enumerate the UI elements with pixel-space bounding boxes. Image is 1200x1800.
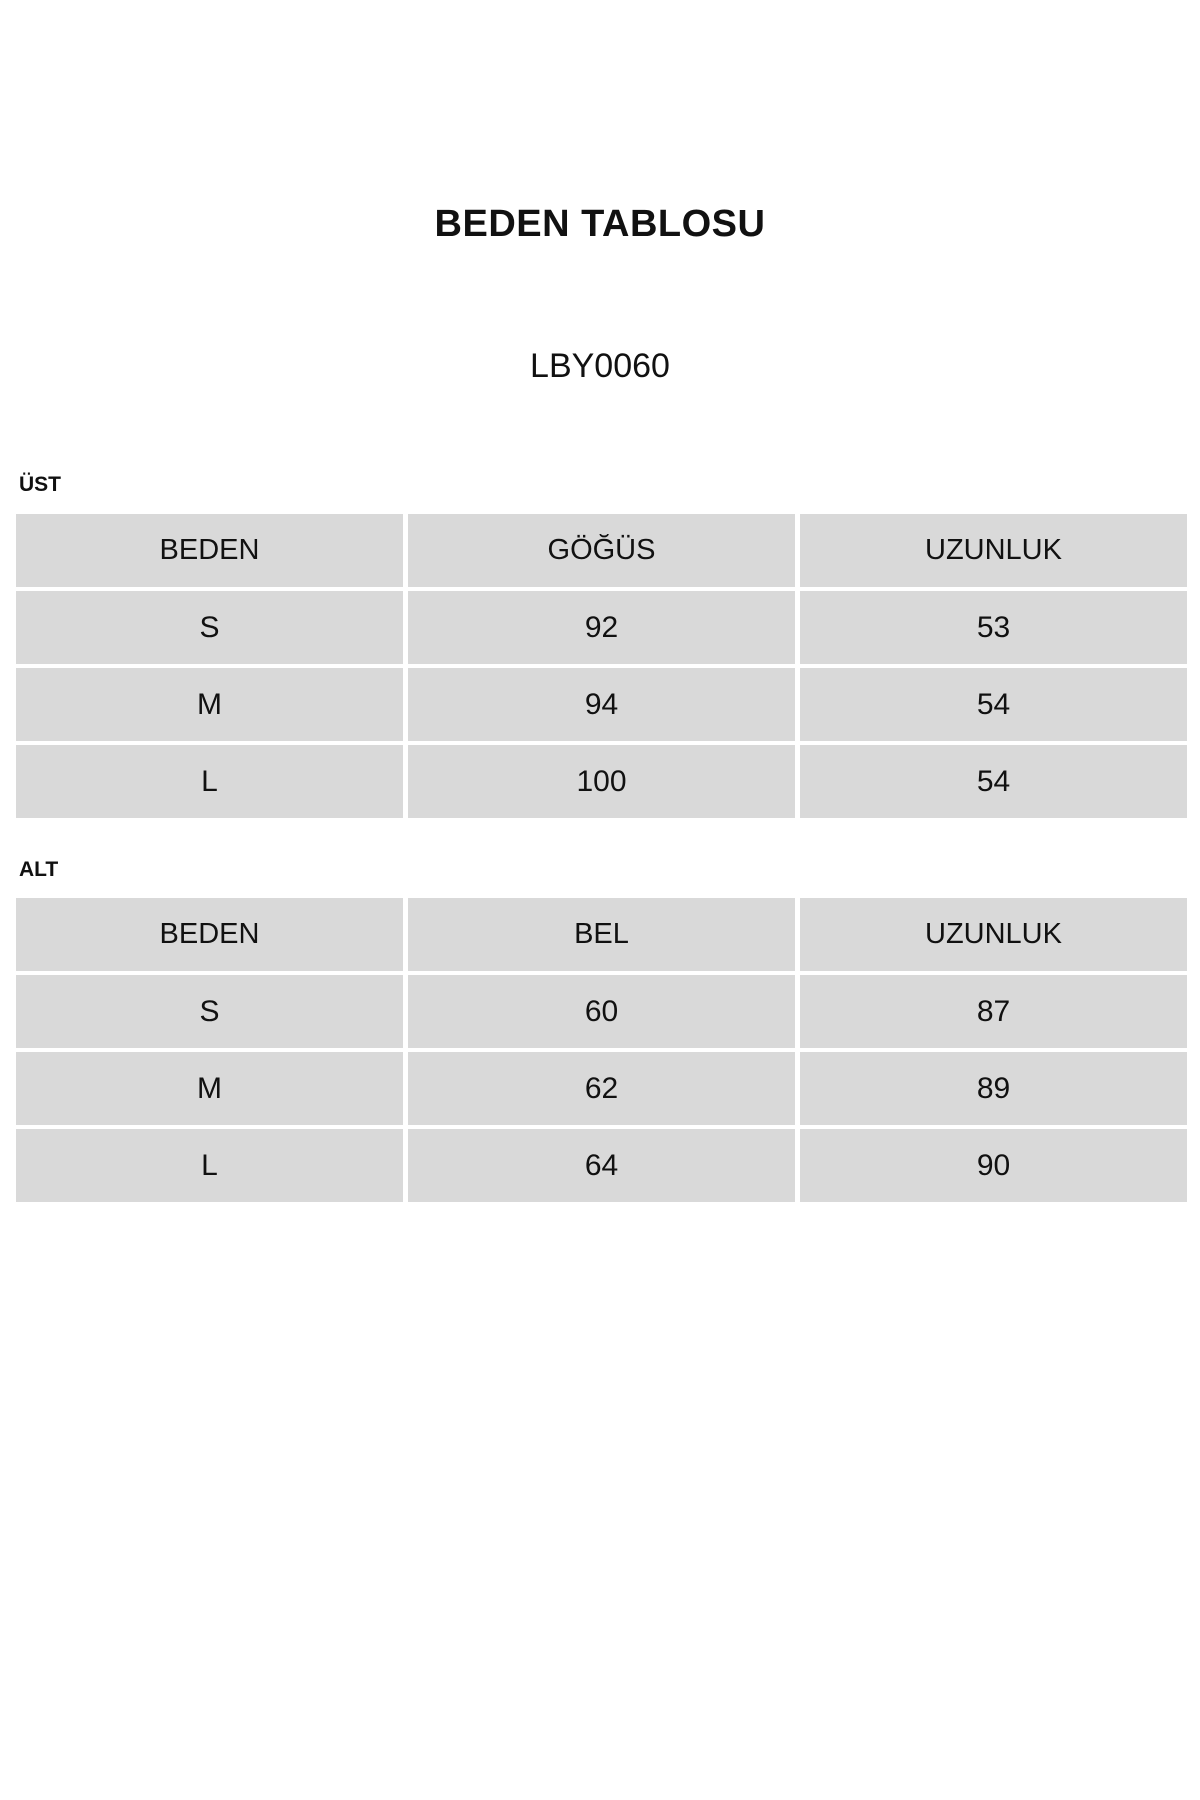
column-header-length: UZUNLUK — [800, 514, 1187, 587]
table-cell-length: 54 — [800, 668, 1187, 741]
product-code: LBY0060 — [530, 347, 670, 385]
section-label-bottom: ALT — [19, 858, 59, 881]
column-header-length: UZUNLUK — [800, 898, 1187, 971]
table-cell-waist: 60 — [408, 975, 795, 1048]
table-cell-chest: 100 — [408, 745, 795, 818]
column-header-waist: BEL — [408, 898, 795, 971]
table-cell-length: 90 — [800, 1129, 1187, 1202]
column-header-size: BEDEN — [16, 898, 403, 971]
size-table-top — [16, 514, 1186, 818]
table-cell-chest: 92 — [408, 591, 795, 664]
table-cell-size: M — [16, 1052, 403, 1125]
table-cell-chest: 94 — [408, 668, 795, 741]
table-cell-length: 54 — [800, 745, 1187, 818]
table-cell-size: L — [16, 1129, 403, 1202]
table-cell-size: S — [16, 975, 403, 1048]
table-cell-waist: 64 — [408, 1129, 795, 1202]
table-cell-length: 87 — [800, 975, 1187, 1048]
size-table-bottom — [16, 898, 1186, 1202]
table-cell-length: 53 — [800, 591, 1187, 664]
section-label-top: ÜST — [19, 473, 61, 496]
column-header-chest: GÖĞÜS — [408, 514, 795, 587]
table-cell-size: M — [16, 668, 403, 741]
table-cell-length: 89 — [800, 1052, 1187, 1125]
page-title: BEDEN TABLOSU — [434, 203, 766, 245]
table-cell-size: S — [16, 591, 403, 664]
table-cell-size: L — [16, 745, 403, 818]
column-header-size: BEDEN — [16, 514, 403, 587]
table-cell-waist: 62 — [408, 1052, 795, 1125]
